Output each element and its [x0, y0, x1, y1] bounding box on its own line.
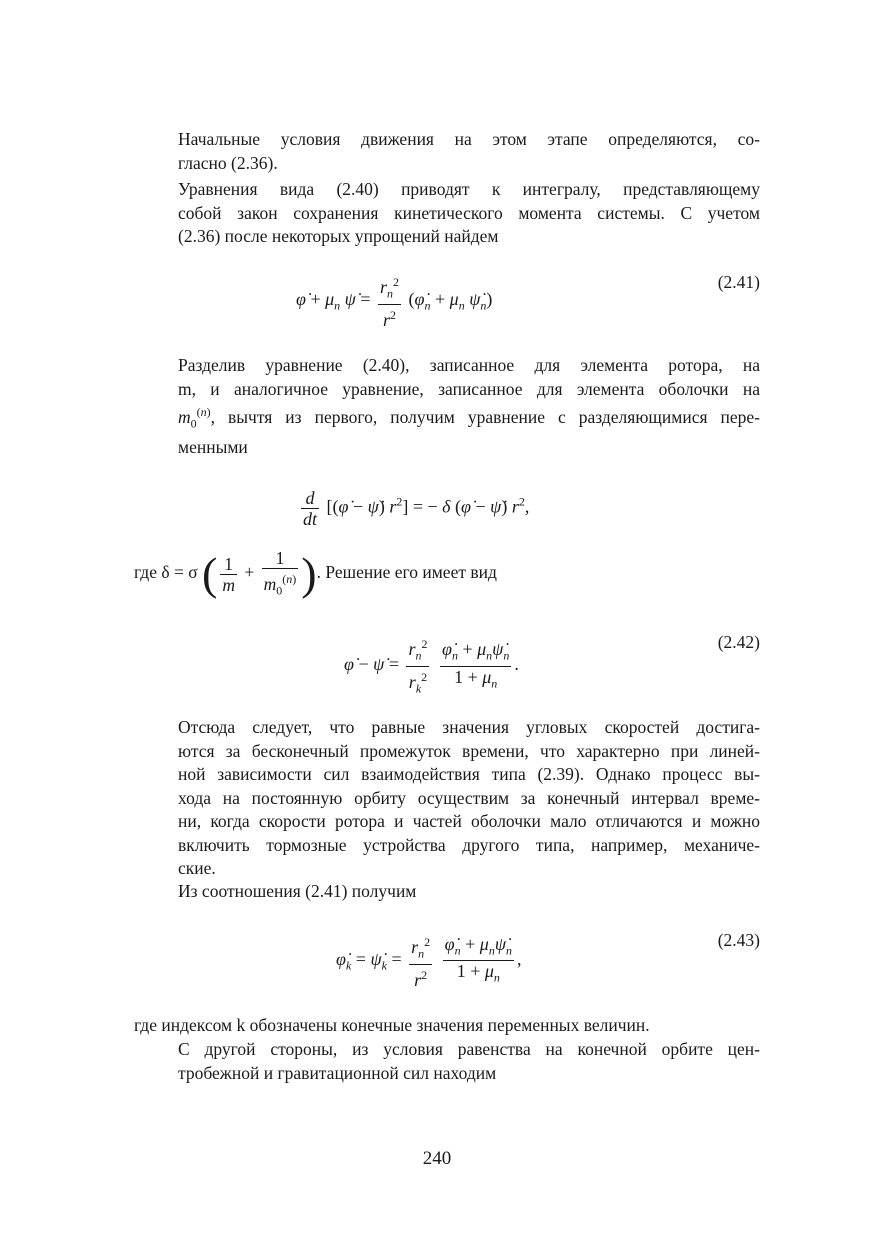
paragraph-7: где индексом k обозначены конечные значения переменных величин. [134, 1015, 650, 1035]
equation-2-42: φ̇ − ψ̇ = $\frac{r_n^2}{r_k^2}$ $\frac{\varphi̇_n + \mu_n\psi̇_n}{1 + \mu_n}$ . [344, 634, 519, 698]
equation-2-41: φ̇ + $\mu_n$ ψ̇ = $\frac{r_n^2}{r^2}$ ($\varphi̇_n + \mu_n$ $\psi̇_n$) [296, 272, 492, 330]
equation-2-43: $\varphi̇_k$ = $\psi̇_k$ = $\frac{r_n^2}{r^2}$ $\frac{\varphi̇_n + \mu_n\psi̇_n}{1 + \mu_n}$ , [336, 933, 522, 990]
paragraph-8: С другой стороны, из условия равенства на конечной орбите цен- тробежной и гравитационной сил находим [178, 1039, 760, 1083]
page-number: 240 [422, 1148, 452, 1169]
equation-label-2-41: (2.41) [717, 272, 760, 292]
equation-label-2-43: (2.43) [717, 930, 760, 950]
paragraph-5: Отсюда следует, что равные значения угловых скоростей достига- ются за бесконечный промежуток времени, что характерно при линей- ной зависимости сил взаимодействия типа (2.39). Однако процесс вы- хода на постоянную орбиту осуществим за конечный интервал време- ни, когда скорости ротора и частей оболочки мало отличаются и можно включить тормозные устройства другого типа, например, механиче- ские. [178, 717, 760, 878]
equation-differential: $\frac{d}{dt}$ [(φ̇ − ψ̇) $r^2$] = − δ (φ̇ − ψ̇) $r^2$, [303, 488, 530, 529]
equation-label-2-42: (2.42) [717, 632, 760, 652]
paragraph-3: Разделив уравнение (2.40), записанное для элемента ротора, на m, и аналогичное уравнение, записанное для элемента оболочки на $m_0^{(n)}$, вычтя из первого, получим уравнение с разделяющимися пере- менными [178, 355, 760, 457]
paragraph-1: Начальные условия движения на этом этапе определяются, со- гласно (2.36). [178, 129, 760, 173]
delta-definition: где δ = σ ( $\frac{1}{m}$ + $\frac{1}{m_0^{(n)}}$ ). Решение его имеет вид [134, 548, 497, 600]
paragraph-2: Уравнения вида (2.40) приводят к интегралу, представляющему собой закон сохранения кинетического момента системы. С учетом (2.36) после некоторых упрощений найдем [178, 179, 760, 246]
paragraph-6: Из соотношения (2.41) получим [178, 881, 417, 901]
